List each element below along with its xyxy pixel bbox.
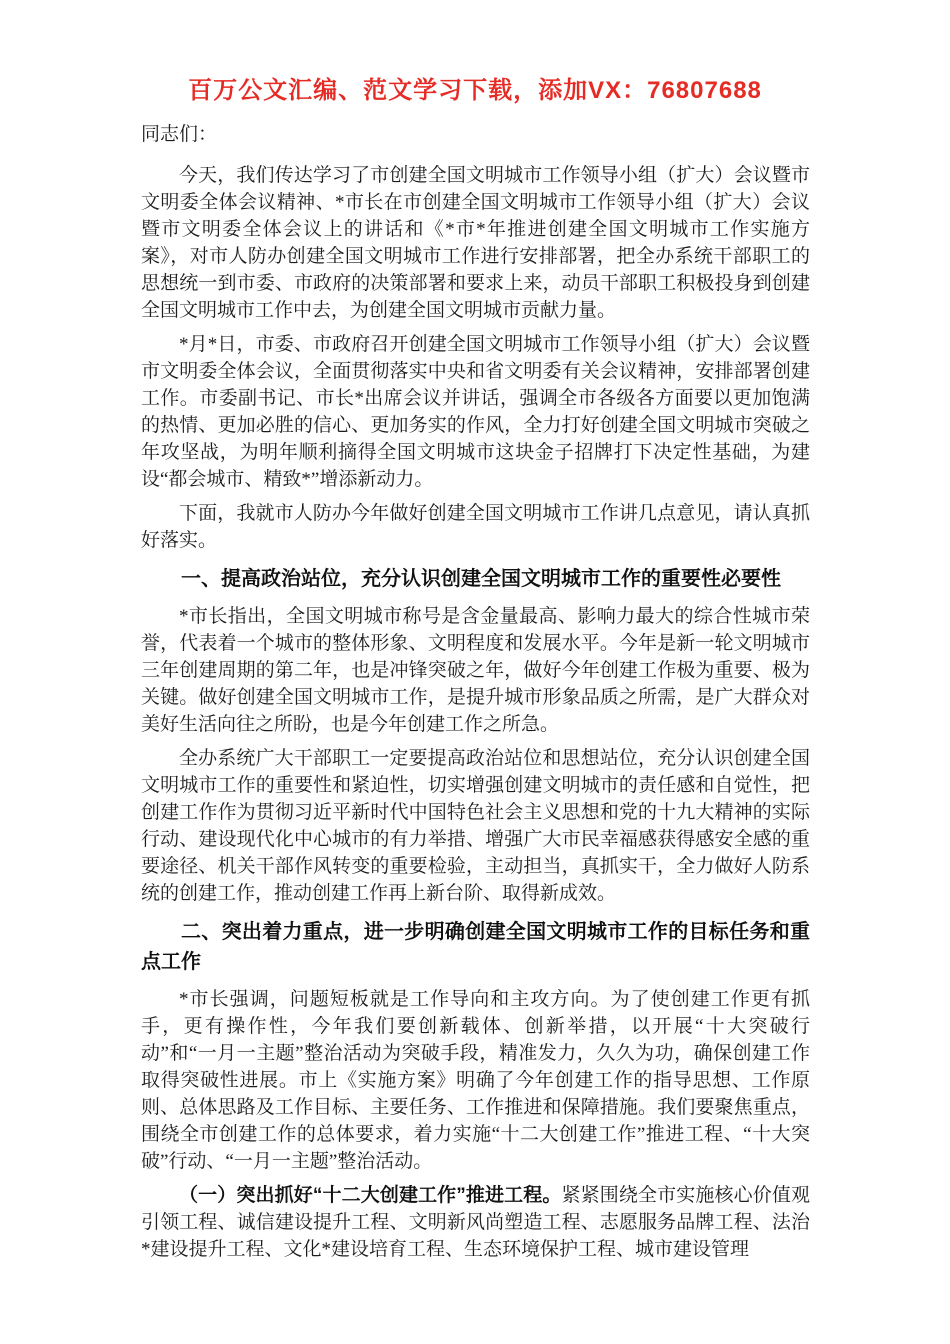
section-heading-2: 二、突出着力重点，进一步明确创建全国文明城市工作的目标任务和重点工作 [141,921,810,973]
salutation: 同志们： [141,124,218,145]
paragraph-cadres: 全办系统广大干部职工一定要提高政治站位和思想站位，充分认识创建全国文明城市工作的重要性和紧迫性，切实增强创建文明城市的责任感和自觉性，把创建工作作为贯彻习近平新时代中国特色社会主义思想和党的十九大精神的实际行动、建设现代化中心城市的有力举措、增强广大市民幸福感获得感安全感的重要途径、机关干部作风转变的重要检验，主动担当，真抓实干，全力做好人防系统的创建工作，推动创建工作再上新台阶、取得新成效。 [141,748,810,904]
section-heading-1: 一、提高政治站位，充分认识创建全国文明城市工作的重要性必要性 [181,568,781,590]
paragraph-meeting: *月*日，市委、市政府召开创建全国文明城市工作领导小组（扩大）会议暨市文明委全体会议，全面贯彻落实中央和省文明委有关会议精神，安排部署创建工作。市委副书记、市长*出席会议并讲话，强调全市各级各方面要以更加饱满的热情、更加必胜的信心、更加务实的作风，全力打好创建全国文明城市突破之年攻坚战，为明年顺利摘得全国文明城市这块金子招牌打下决定性基础，为建设“都会城市、精致*”增添新动力。 [141,334,810,490]
paragraph-intro: 今天，我们传达学习了市创建全国文明城市工作领导小组（扩大）会议暨市文明委全体会议精神、*市长在市创建全国文明城市工作领导小组（扩大）会议暨市文明委全体会议上的讲话和《*市*年推进创建全国文明城市工作实施方案》，对市人防办创建全国文明城市工作进行安排部署，把全办系统干部职工的思想统一到市委、市政府的决策部署和要求上来，动员干部职工积极投身到创建全国文明城市工作中去，为创建全国文明城市贡献力量。 [141,165,810,321]
document-body [141,121,810,1270]
paragraph-project-text: 紧紧围绕全市实施核心价值观引领工程、诚信建设提升工程、文明新风尚塑造工程、志愿服务品牌工程、法治*建设提升工程、文化*建设培育工程、生态环境保护工程、城市建设管理 [141,1185,810,1260]
paragraph-project [141,1182,810,1263]
paragraph-transition: 下面，我就市人防办今年做好创建全国文明城市工作讲几点意见，请认真抓好落实。 [141,503,810,551]
paragraph-importance: *市长指出，全国文明城市称号是含金量最高、影响力最大的综合性城市荣誉，代表着一个城市的整体形象、文明程度和发展水平。今年是新一轮文明城市三年创建周期的第二年，也是冲锋突破之年，做好今年创建工作极为重要、极为关键。做好创建全国文明城市工作，是提升城市形象品质之所需，是广大群众对美好生活向往之所盼，也是今年创建工作之所急。 [141,606,810,735]
promo-banner-text: 百万公文汇编、范文学习下载，添加VX：76807688 [188,77,762,104]
paragraph-focus: *市长强调，问题短板就是工作导向和主攻方向。为了使创建工作更有抓手，更有操作性，今年我们要创新载体、创新举措，以开展“十大突破行动”和“一月一主题”整治活动为突破手段，精准发力，久久为功，确保创建工作取得突破性进展。市上《实施方案》明确了今年创建工作的指导思想、工作原则、总体思路及工作目标、主要任务、工作推进和保障措施。我们要聚焦重点，围绕全市创建工作的总体要求，着力实施“十二大创建工作”推进工程、“十大突破”行动、“一月一主题”整治活动。 [141,989,810,1172]
paragraph-project-bold-lead: （一）突出抓好“十二大创建工作”推进工程。 [179,1185,562,1206]
